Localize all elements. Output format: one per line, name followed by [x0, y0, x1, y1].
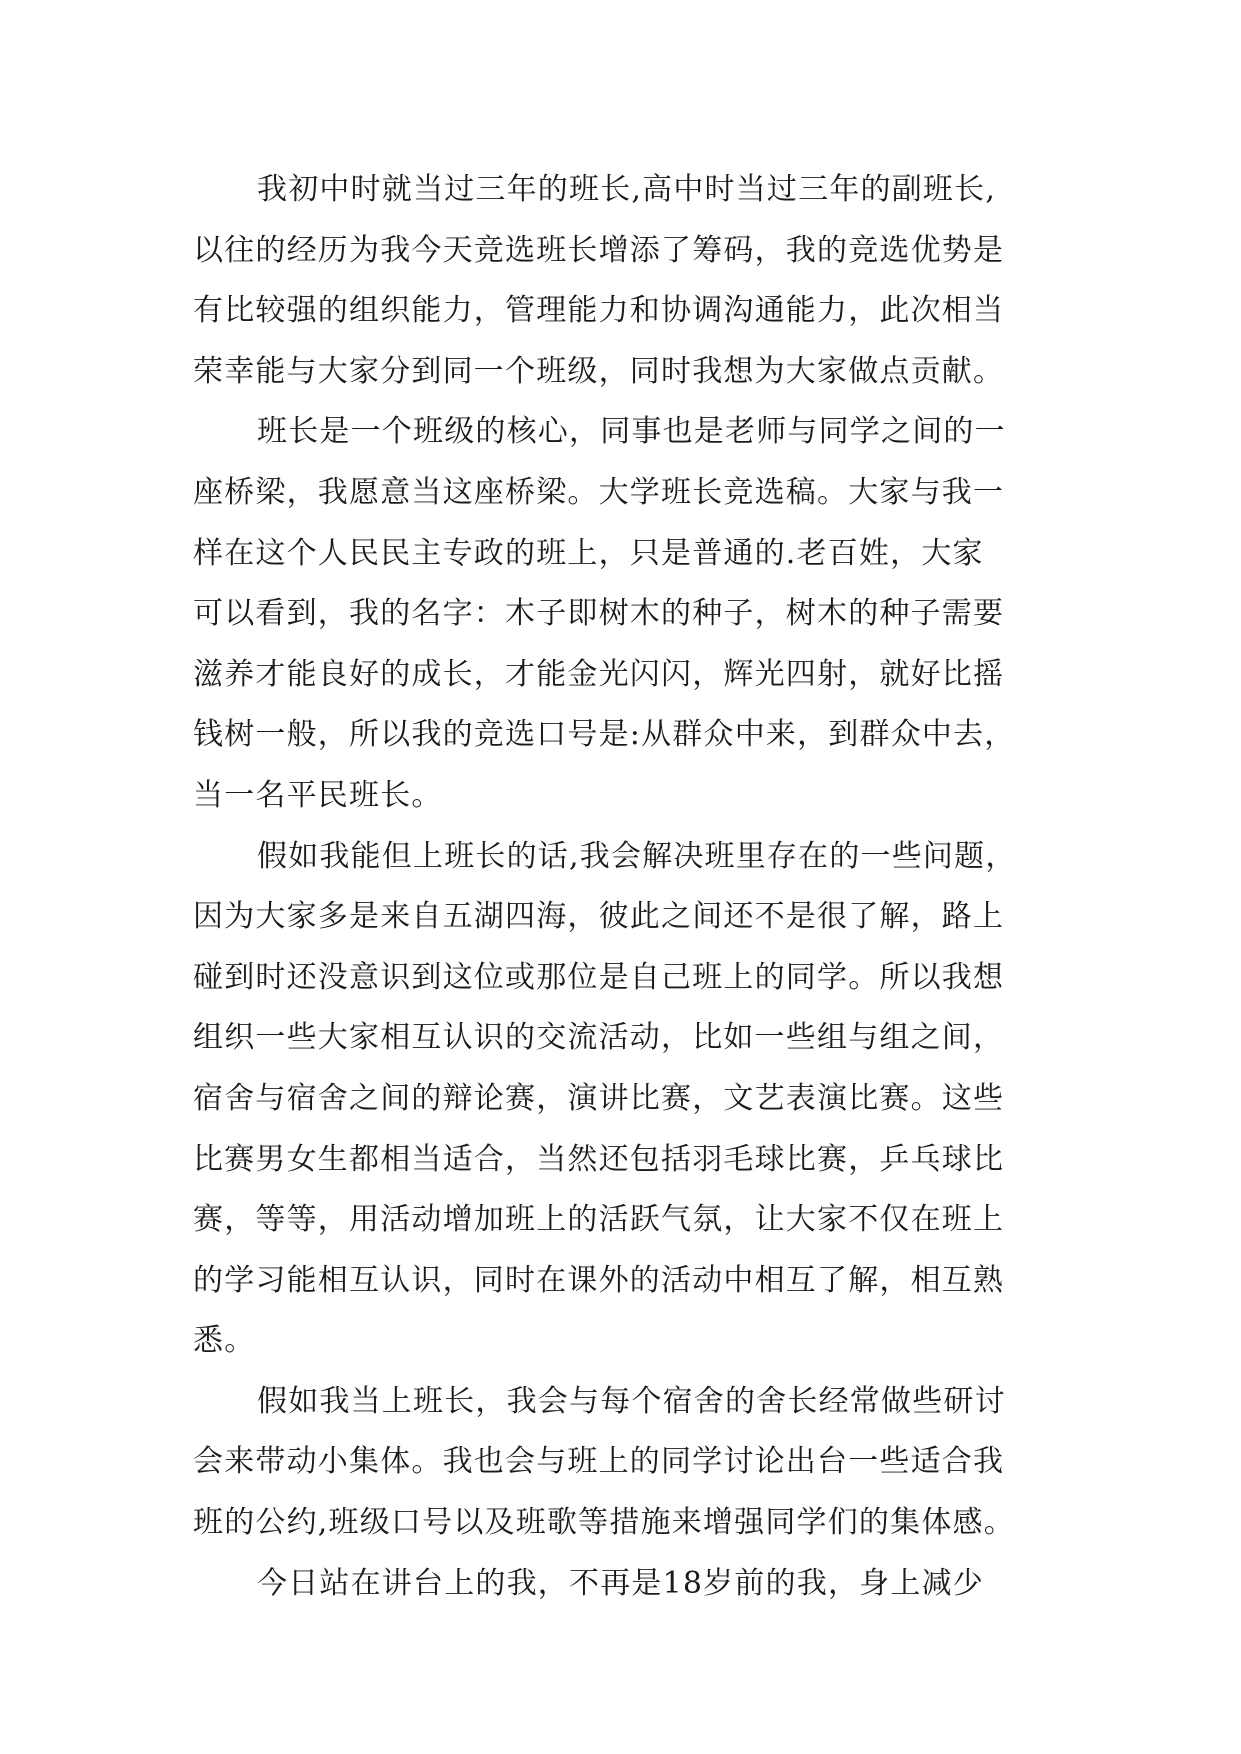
- text-line: 班长是一个班级的核心，同事也是老师与同学之间的一: [257, 414, 1006, 450]
- text-line: 钱树一般，所以我的竞选口号是:从群众中来，到群众中去，: [193, 717, 1016, 753]
- text-line: 可以看到，我的名字：木子即树木的种子，树木的种子需要: [193, 596, 1005, 632]
- text-line: 我初中时就当过三年的班长,高中时当过三年的副班长,: [257, 172, 997, 207]
- text-line: 碰到时还没意识到这位或那位是自己班上的同学。所以我想: [193, 959, 1005, 995]
- text-line: 宿舍与宿舍之间的辩论赛，演讲比赛，文艺表演比赛。这些: [193, 1080, 1005, 1116]
- text-line: 样在这个人民民主专政的班上，只是普通的.老百姓，大家: [193, 535, 984, 571]
- text-line: 座桥梁，我愿意当这座桥梁。大学班长竞选稿。大家与我一: [193, 474, 1005, 510]
- text-line: 比赛男女生都相当适合，当然还包括羽毛球比赛，乒乓球比: [193, 1141, 1005, 1177]
- text-line: 假如我当上班长，我会与每个宿舍的舍长经常做些研讨: [257, 1383, 1006, 1419]
- text-line: 会来带动小集体。我也会与班上的同学讨论出台一些适合我: [193, 1444, 1005, 1480]
- text-line: 以往的经历为我今天竞选班长增添了筹码，我的竞选优势是: [193, 232, 1005, 268]
- document-body: [193, 160, 1073, 1614]
- text-line: 今日站在讲台上的我，不再是18岁前的我，身上减少: [257, 1565, 984, 1601]
- text-line: 假如我能但上班长的话,我会解决班里存在的一些问题，: [257, 838, 1017, 874]
- text-line: 组织一些大家相互认识的交流活动，比如一些组与组之间，: [193, 1020, 1005, 1056]
- text-line: 有比较强的组织能力，管理能力和协调沟通能力，此次相当: [193, 293, 1005, 329]
- text-line: 当一名平民班长。: [193, 777, 443, 813]
- text-line: 悉。: [193, 1323, 256, 1359]
- text-line: 荣幸能与大家分到同一个班级，同时我想为大家做点贡献。: [193, 353, 1005, 389]
- text-line: 滋养才能良好的成长，才能金光闪闪，辉光四射，就好比摇: [193, 656, 1005, 692]
- text-line: 的学习能相互认识，同时在课外的活动中相互了解，相互熟: [193, 1262, 1005, 1298]
- text-line: 班的公约,班级口号以及班歌等措施来增强同学们的集体感。: [193, 1505, 1015, 1541]
- text-line: 赛，等等，用活动增加班上的活跃气氛，让大家不仅在班上: [193, 1202, 1005, 1238]
- text-line: 因为大家多是来自五湖四海，彼此之间还不是很了解，路上: [193, 899, 1005, 935]
